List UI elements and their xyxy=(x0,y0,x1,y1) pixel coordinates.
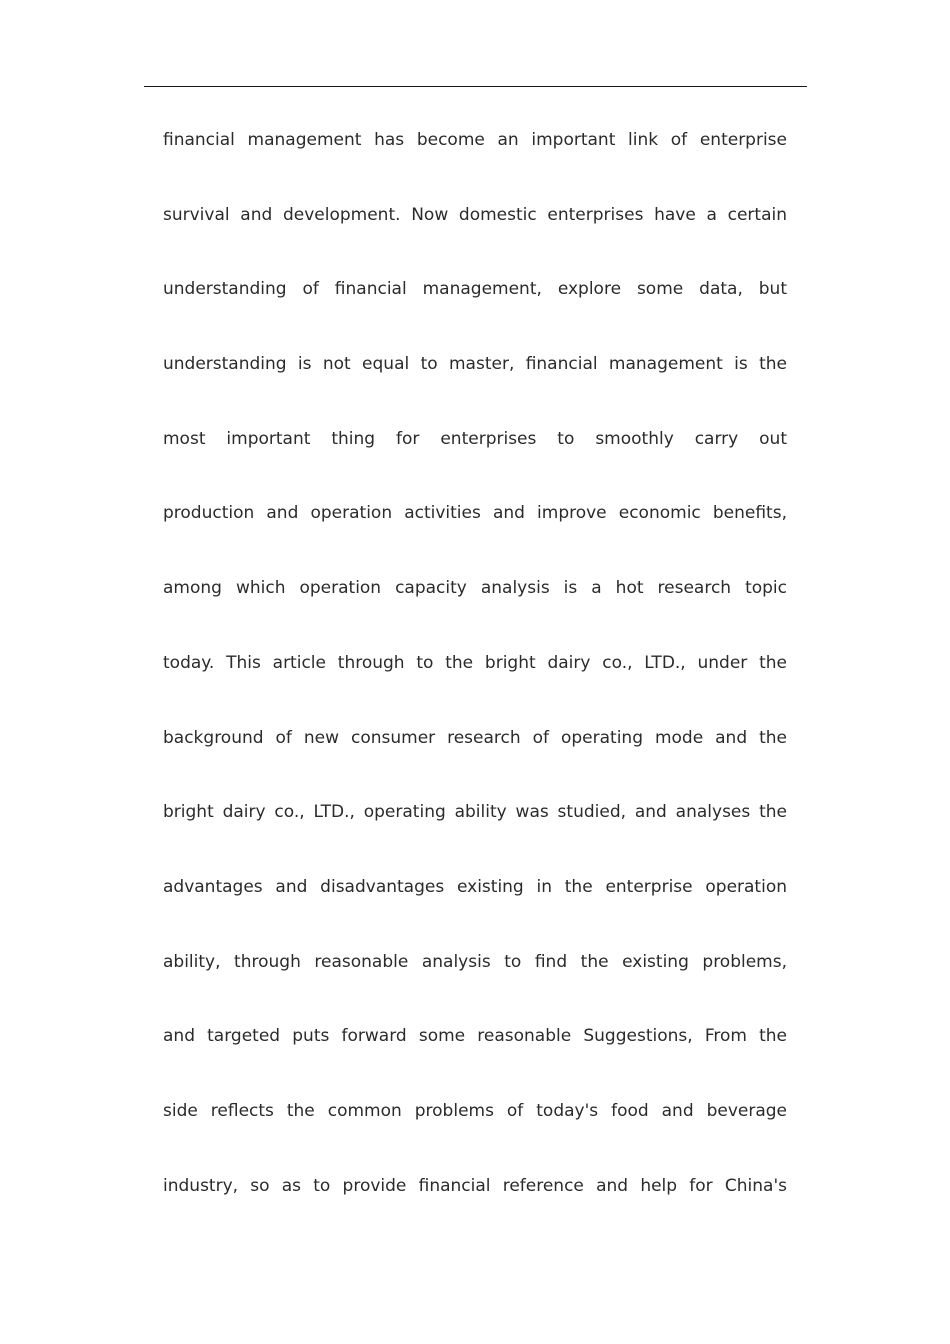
header-rule xyxy=(144,86,807,87)
text-line: understanding of financial management, explore some data, but xyxy=(163,279,787,300)
text-line: industry, so as to provide financial reference and help for China's xyxy=(163,1175,787,1196)
text-line: and targeted puts forward some reasonable Suggestions, From the xyxy=(163,1026,787,1047)
text-line: background of new consumer research of operating mode and the xyxy=(163,727,787,748)
text-line: understanding is not equal to master, financial management is the xyxy=(163,354,787,375)
text-line: advantages and disadvantages existing in the enterprise operation xyxy=(163,876,787,897)
text-line: production and operation activities and improve economic benefits, xyxy=(163,503,787,524)
text-line: among which operation capacity analysis is a hot research topic xyxy=(163,578,787,599)
text-line: side reflects the common problems of today's food and beverage xyxy=(163,1100,787,1121)
text-line: financial management has become an important link of enterprise xyxy=(163,130,787,150)
text-line: bright dairy co., LTD., operating ability was studied, and analyses the xyxy=(163,802,787,823)
text-line: today. This article through to the bright dairy co., LTD., under the xyxy=(163,652,787,673)
text-line: ability, through reasonable analysis to find the existing problems, xyxy=(163,951,787,972)
text-line: survival and development. Now domestic enterprises have a certain xyxy=(163,204,787,225)
abstract-paragraph xyxy=(163,103,787,1223)
text-line: most important thing for enterprises to smoothly carry out xyxy=(163,428,787,449)
